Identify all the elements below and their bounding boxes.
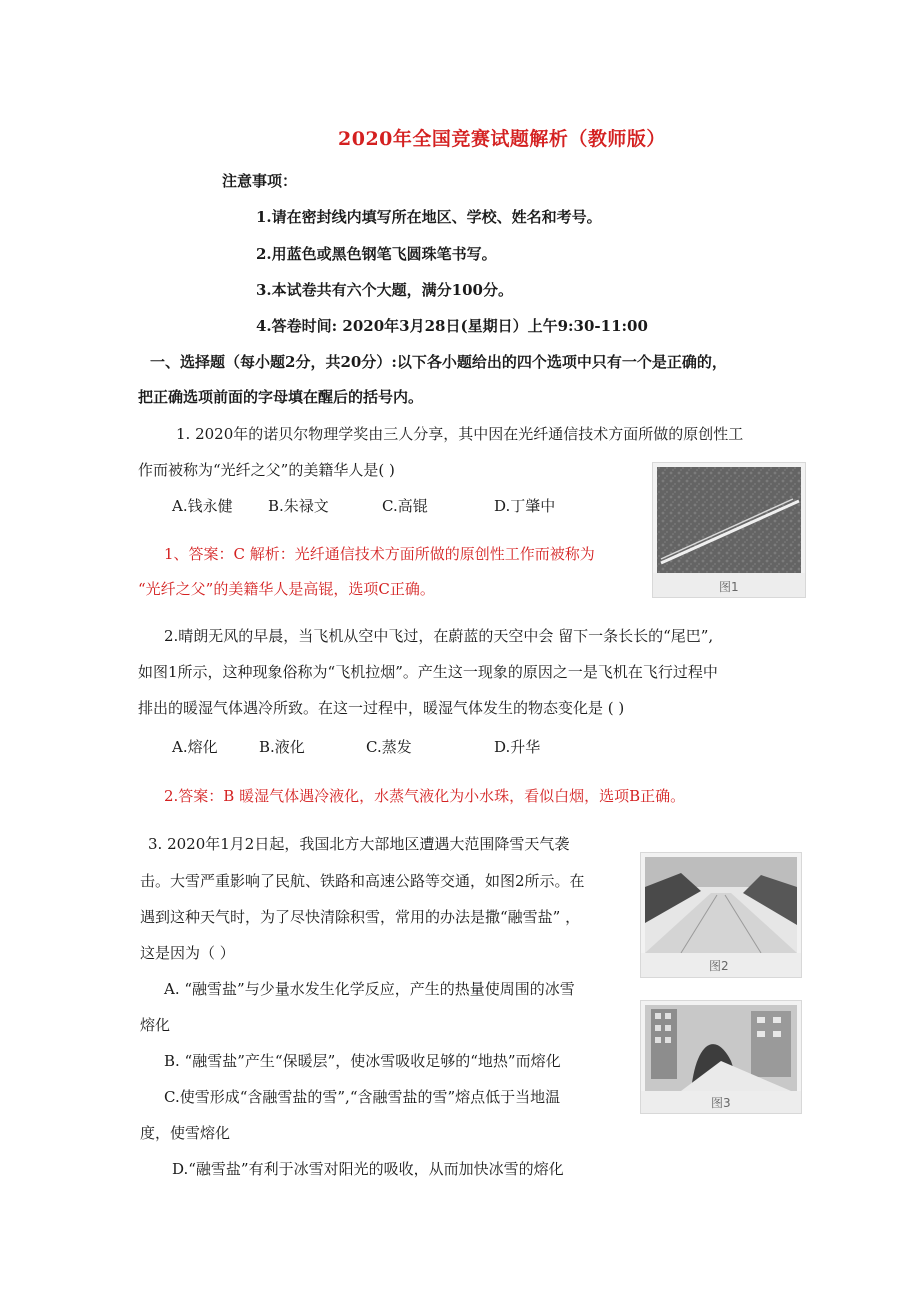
q1-option-b: B.朱禄文 xyxy=(268,497,329,515)
q3-option-a-line1: A. “融雪盐”与少量水发生化学反应，产生的热量使周围的冰雪 xyxy=(164,980,575,998)
figure-1-caption: 图1 xyxy=(719,580,739,594)
q1-stem-line2: 作而被称为“光纤之父”的美籍华人是( ) xyxy=(138,461,395,479)
q3-option-d: D.“融雪盐”有利于冰雪对阳光的吸收，从而加快冰雪的熔化 xyxy=(172,1160,564,1178)
q2-stem-line3: 排出的暖湿气体遇冷所致。在这一过程中，暖湿气体发生的物态变化是 ( ) xyxy=(138,699,625,717)
q3-option-a-line2: 熔化 xyxy=(140,1016,171,1034)
q3-stem-line4: 这是因为（ ） xyxy=(140,944,235,962)
contrail-photo-illustration xyxy=(653,463,805,597)
q1-answer-line2: “光纤之父”的美籍华人是高锟，选项C正确。 xyxy=(138,580,435,598)
q3-option-b: B. “融雪盐”产生“保暖层”，使冰雪吸收足够的“地热”而熔化 xyxy=(164,1052,561,1070)
figure-1-contrail xyxy=(652,462,806,598)
notice-item-2: 2.用蓝色或黑色钢笔飞圆珠笔书写。 xyxy=(256,245,497,263)
q3-stem-line1: 3. 2020年1月2日起，我国北方大部地区遭遇大范围降雪天气袭 xyxy=(148,835,570,853)
notice-item-3: 3.本试卷共有六个大题，满分100分。 xyxy=(256,281,513,299)
figure-3-street xyxy=(640,1000,802,1114)
q1-option-c: C.高锟 xyxy=(382,497,428,515)
q2-stem-line1: 2.晴朗无风的早晨，当飞机从空中飞过，在蔚蓝的天空中会 留下一条长长的“尾巴”, xyxy=(164,627,714,645)
q2-answer: 2.答案：B 暖湿气体遇冷液化，水蒸气液化为小水珠，看似白烟，选项B正确。 xyxy=(164,787,686,805)
figure-3-caption: 图3 xyxy=(711,1096,731,1110)
q1-answer-line1: 1、答案：C 解析：光纤通信技术方面所做的原创性工作而被称为 xyxy=(164,545,595,563)
q3-stem-line2: 击。大雪严重影响了民航、铁路和高速公路等交通，如图2所示。在 xyxy=(140,872,585,890)
q3-option-c-line1: C.使雪形成“含融雪盐的雪”,“含融雪盐的雪”熔点低于当地温 xyxy=(164,1088,561,1106)
q2-option-d: D.升华 xyxy=(494,738,541,756)
q2-stem-line2: 如图1所示，这种现象俗称为“飞机拉烟”。产生这一现象的原因之一是飞机在飞行过程中 xyxy=(138,663,718,681)
figure-2-snowy-road xyxy=(640,852,802,978)
q1-option-d: D.丁肇中 xyxy=(494,497,556,515)
q3-option-c-line2: 度，使雪熔化 xyxy=(140,1124,231,1142)
figure-2-caption: 图2 xyxy=(709,959,729,973)
q1-stem-line1: 1. 2020年的诺贝尔物理学奖由三人分享，其中因在光纤通信技术方面所做的原创性工 xyxy=(176,425,744,443)
notice-item-4: 4.答卷时间: 2020年3月28日(星期日）上午9:30-11:00 xyxy=(256,317,648,335)
q1-option-a: A.钱永健 xyxy=(172,497,233,515)
q3-stem-line3: 遇到这种天气时，为了尽快清除积雪，常用的办法是撒“融雪盐” ， xyxy=(140,908,581,926)
notice-heading: 注意事项： xyxy=(222,172,298,190)
q2-option-a: A.熔化 xyxy=(172,738,218,756)
q2-option-c: C.蒸发 xyxy=(366,738,412,756)
page-title: 2020年全国竞赛试题解析（教师版） xyxy=(338,128,666,150)
q2-option-b: B.液化 xyxy=(259,738,305,756)
section1-intro-line2: 把正确选项前面的字母填在醒后的括号内。 xyxy=(138,388,424,406)
section1-intro-line1: 一、选择题（每小题2分，共20分）:以下各小题给出的四个选项中只有一个是正确的， xyxy=(150,353,727,371)
notice-item-1: 1.请在密封线内填写所在地区、学校、姓名和考号。 xyxy=(256,208,602,226)
